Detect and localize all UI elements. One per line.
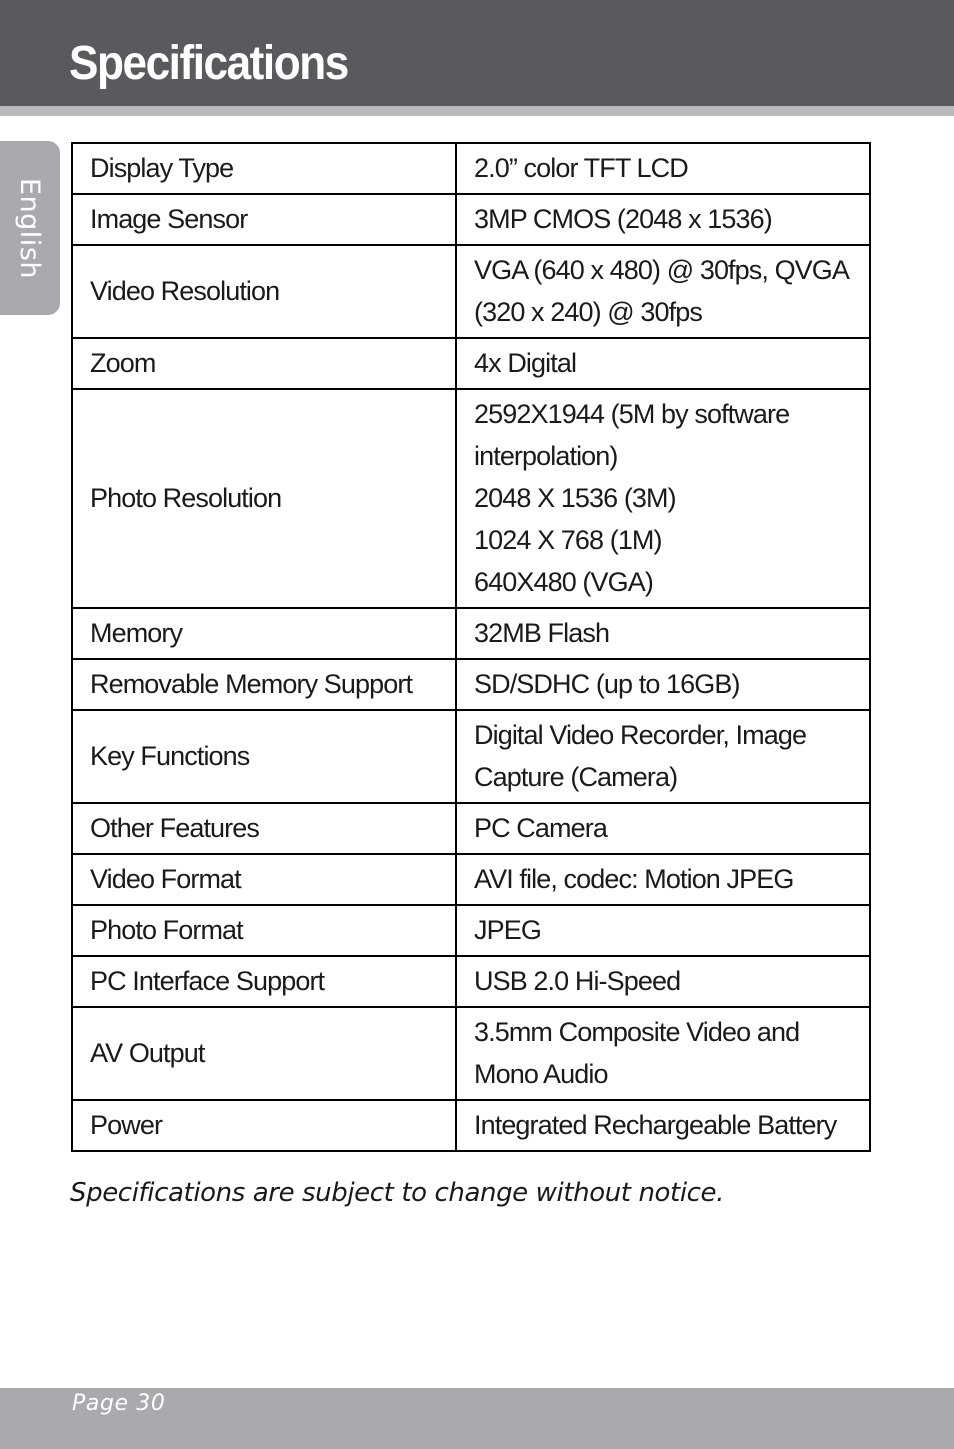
spec-label: PC Interface Support bbox=[72, 956, 456, 1007]
table-row bbox=[72, 338, 870, 389]
spec-value: JPEG bbox=[456, 905, 870, 956]
specifications-table bbox=[71, 142, 871, 1152]
spec-value: 2.0” color TFT LCD bbox=[456, 143, 870, 194]
table-row bbox=[72, 710, 870, 803]
table-row bbox=[72, 1007, 870, 1100]
spec-label: Video Format bbox=[72, 854, 456, 905]
spec-label: Power bbox=[72, 1100, 456, 1151]
spec-value: Digital Video Recorder, Image Capture (Camera) bbox=[456, 710, 870, 803]
page-title: Specifications bbox=[69, 37, 348, 90]
spec-value: SD/SDHC (up to 16GB) bbox=[456, 659, 870, 710]
spec-label: Display Type bbox=[72, 143, 456, 194]
table-row bbox=[72, 956, 870, 1007]
spec-label: Key Functions bbox=[72, 710, 456, 803]
header-stripe bbox=[0, 106, 954, 116]
spec-label: Removable Memory Support bbox=[72, 659, 456, 710]
table-row bbox=[72, 245, 870, 338]
spec-value: Integrated Rechargeable Battery bbox=[456, 1100, 870, 1151]
spec-label: AV Output bbox=[72, 1007, 456, 1100]
spec-value: 3.5mm Composite Video and Mono Audio bbox=[456, 1007, 870, 1100]
table-row bbox=[72, 608, 870, 659]
spec-label: Video Resolution bbox=[72, 245, 456, 338]
table-row bbox=[72, 803, 870, 854]
spec-value: 3MP CMOS (2048 x 1536) bbox=[456, 194, 870, 245]
spec-value: 32MB Flash bbox=[456, 608, 870, 659]
spec-value: USB 2.0 Hi-Speed bbox=[456, 956, 870, 1007]
spec-value: PC Camera bbox=[456, 803, 870, 854]
table-row bbox=[72, 905, 870, 956]
spec-label: Photo Format bbox=[72, 905, 456, 956]
disclaimer-note: Specifications are subject to change without notice. bbox=[70, 1178, 725, 1208]
table-row bbox=[72, 854, 870, 905]
language-tab-label: English bbox=[14, 178, 45, 279]
spec-value: 2592X1944 (5M by software interpolation) 2048 X 1536 (3M) 1024 X 768 (1M) 640X480 (VGA) bbox=[456, 389, 870, 608]
spec-label: Image Sensor bbox=[72, 194, 456, 245]
page-number: Page 30 bbox=[72, 1391, 166, 1416]
spec-value: 4x Digital bbox=[456, 338, 870, 389]
spec-value: VGA (640 x 480) @ 30fps, QVGA (320 x 240) @ 30fps bbox=[456, 245, 870, 338]
table-row bbox=[72, 194, 870, 245]
spec-value: AVI file, codec: Motion JPEG bbox=[456, 854, 870, 905]
spec-label: Memory bbox=[72, 608, 456, 659]
table-row bbox=[72, 389, 870, 608]
table-row bbox=[72, 659, 870, 710]
table-row bbox=[72, 1100, 870, 1151]
spec-label: Photo Resolution bbox=[72, 389, 456, 608]
spec-label: Other Features bbox=[72, 803, 456, 854]
spec-label: Zoom bbox=[72, 338, 456, 389]
table-row bbox=[72, 143, 870, 194]
